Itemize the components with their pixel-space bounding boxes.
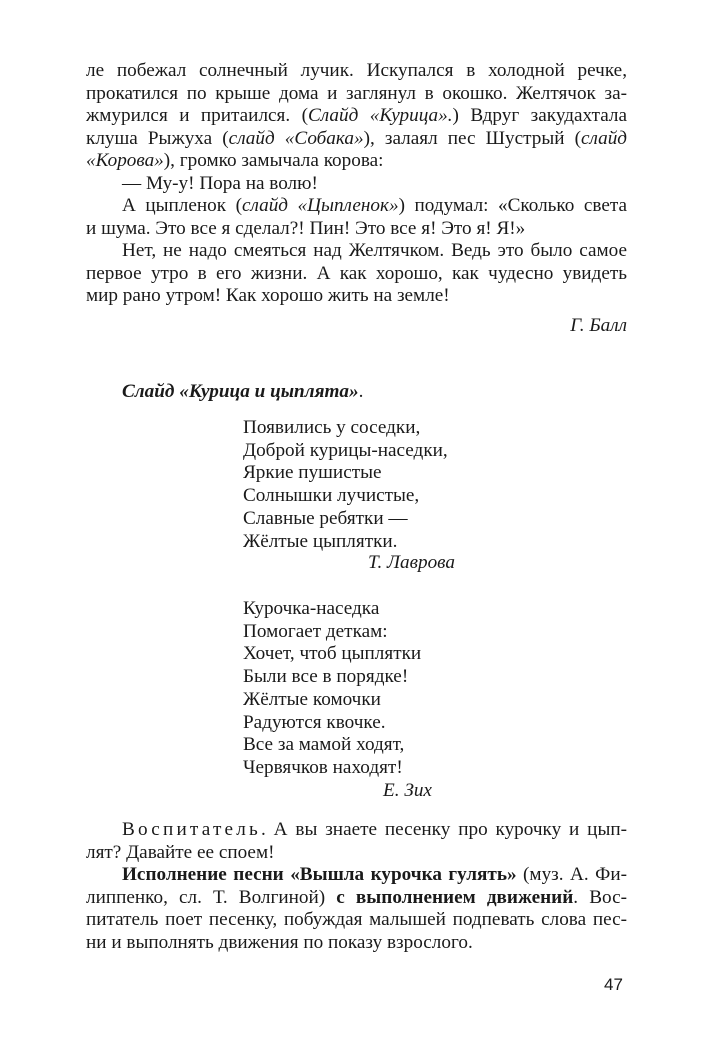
text: ) Вдруг закудахтала xyxy=(452,105,627,126)
dialogue-line xyxy=(122,819,627,841)
text: питатель поет песенку, побуждая малышей подпевать слова пес- xyxy=(86,909,627,930)
text: (муз. А. Фи- xyxy=(516,864,627,885)
poem-line: Радуются квочке. xyxy=(243,711,386,733)
poem-line: Были все в порядке! xyxy=(243,666,409,688)
text: жмурился и притаился. ( xyxy=(86,105,308,126)
text: ле побежал солнечный лучик. Искупался в холодной речке, xyxy=(86,60,627,81)
poem-line: Яркие пушистые xyxy=(243,462,382,484)
poem-line: Курочка-наседка xyxy=(243,598,380,619)
slide-note: «Корова» xyxy=(86,150,164,171)
story-line xyxy=(86,218,627,240)
text: и шума. Это все я сделал?! Пин! Это все я! Это я! Я!» xyxy=(86,217,526,239)
text: ) подумал: «Сколько света xyxy=(398,195,627,216)
text: первое утро в его жизни. А как хорошо, как чудесно увидеть xyxy=(86,262,627,284)
story-line xyxy=(86,263,627,285)
song-title: Исполнение песни «Вышла курочка гулять» xyxy=(122,864,517,885)
poem-line: Червячков находят! xyxy=(243,756,403,778)
text: — Му-у! Пора на волю! xyxy=(122,172,318,194)
story-line xyxy=(86,128,627,150)
story-line xyxy=(86,150,627,172)
speaker-name: Воспитатель xyxy=(122,819,261,840)
text: ), залаял пес Шустрый ( xyxy=(363,127,581,149)
text: мир рано утром! Как хорошо жить на земле! xyxy=(86,285,450,306)
story-line xyxy=(122,240,627,262)
page-number: 47 xyxy=(604,975,623,994)
text: прокатился по крыше дома и заглянул в окошко. Желтячок за- xyxy=(86,82,627,104)
text: лят? Давайте ее споем! xyxy=(86,841,275,863)
text: А цыпленок ( xyxy=(122,195,242,216)
song-line xyxy=(86,932,627,954)
bold-note: с выполнением движений xyxy=(336,886,574,908)
story-author: Г. Балл xyxy=(570,315,627,336)
slide-note: слайд xyxy=(580,127,627,149)
text: клуша Рыжуха ( xyxy=(86,127,229,149)
text: Нет, не надо смеяться над Желтячком. Ведь это было самое xyxy=(122,240,627,261)
song-line xyxy=(122,864,627,886)
poem-line: Жёлтые цыплятки. xyxy=(243,530,398,552)
text: . А вы знаете песенку про курочку и цып- xyxy=(261,819,627,840)
poem-line: Все за мамой ходят, xyxy=(243,734,405,756)
poem1-author: Т. Лаврова xyxy=(368,552,455,573)
text: . Вос- xyxy=(573,886,627,908)
story-line xyxy=(86,60,627,82)
poem-line: Помогает деткам: xyxy=(243,620,388,642)
text: ни и выполнять движения по показу взрослого. xyxy=(86,931,473,953)
heading-period: . xyxy=(358,381,364,402)
poem2-author: Е. Зих xyxy=(383,780,432,801)
slide-note: Слайд «Курица». xyxy=(308,105,453,126)
story-line xyxy=(86,285,627,307)
slide-heading xyxy=(122,381,363,403)
dialogue-line xyxy=(86,842,627,864)
poem-line: Солнышки лучистые, xyxy=(243,485,420,507)
slide-note: слайд «Цыпленок» xyxy=(241,195,399,216)
story-line xyxy=(122,173,627,195)
slide-note: слайд «Собака» xyxy=(228,127,364,149)
story-line xyxy=(122,195,627,217)
poem-line: Появились у соседки, xyxy=(243,417,421,438)
text: липпенко, сл. Т. Волгиной) xyxy=(86,886,337,908)
story-line xyxy=(86,105,627,127)
song-line xyxy=(86,887,627,909)
poem-line: Доброй курицы-наседки, xyxy=(243,439,448,461)
text: ), громко замычала корова: xyxy=(163,150,384,171)
poem-line: Славные ребятки — xyxy=(243,507,408,529)
story-line xyxy=(86,83,627,105)
slide-heading-text: Слайд «Курица и цыплята» xyxy=(122,381,359,402)
poem-line: Жёлтые комочки xyxy=(243,688,381,710)
poem-line: Хочет, чтоб цыплятки xyxy=(243,643,422,665)
song-line xyxy=(86,909,627,931)
